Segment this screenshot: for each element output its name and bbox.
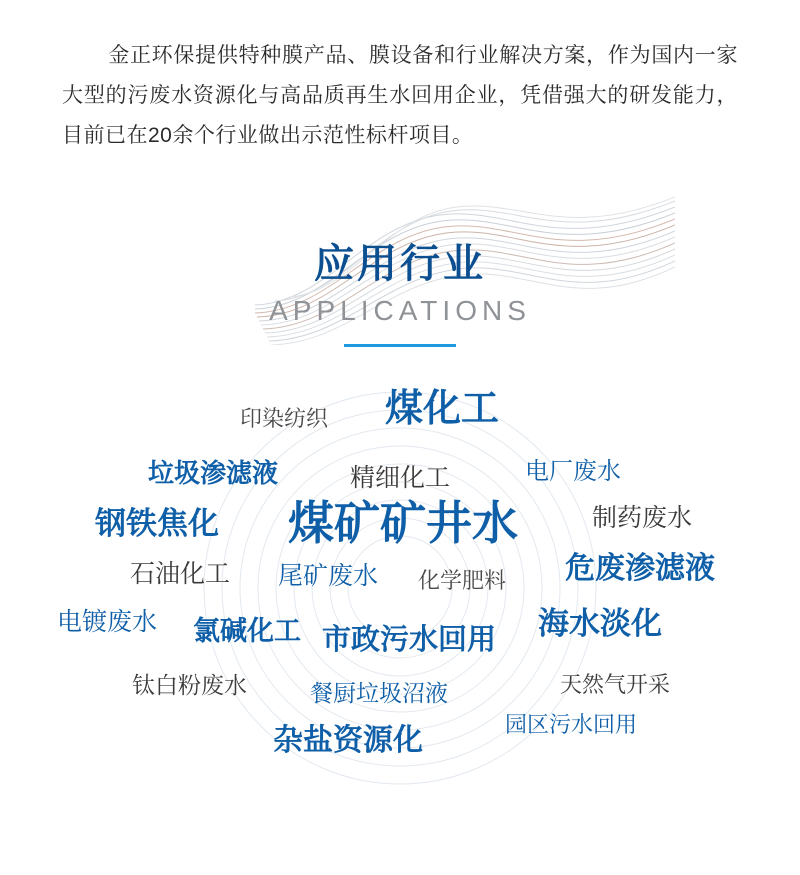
word-cloud-tag[interactable]: 餐厨垃圾沼液 [310,680,448,706]
applications-word-cloud [0,378,800,798]
word-cloud-tag[interactable]: 尾矿废水 [278,562,379,590]
section-heading [0,238,800,347]
word-cloud-tag[interactable]: 钛白粉废水 [132,672,247,698]
word-cloud-tag[interactable]: 天然气开采 [560,672,671,697]
word-cloud-tag[interactable]: 化学肥料 [418,568,507,593]
word-cloud-tag[interactable]: 精细化工 [350,464,451,492]
word-cloud-tag[interactable]: 制药废水 [592,504,693,532]
word-cloud-tag[interactable]: 煤化工 [385,388,500,430]
word-cloud-tag[interactable]: 煤矿矿井水 [288,497,518,549]
word-cloud-tag[interactable]: 杂盐资源化 [273,724,423,757]
word-cloud-tag[interactable]: 园区污水回用 [505,712,638,737]
section-title-cn: 应用行业 [314,242,486,286]
word-cloud-tag[interactable]: 电镀废水 [57,608,158,636]
heading-underline [344,344,456,347]
intro-paragraph [62,36,738,156]
word-cloud-tag[interactable]: 氯碱化工 [193,616,301,646]
word-cloud-tag[interactable]: 垃圾渗滤液 [148,458,279,488]
word-cloud-tag[interactable]: 危废渗滤液 [565,552,715,585]
word-cloud-tag[interactable]: 印染纺织 [240,406,329,431]
word-cloud-tag[interactable]: 钢铁焦化 [95,506,219,541]
section-title-en: APPLICATIONS [269,295,531,326]
word-cloud-tag[interactable]: 电厂废水 [525,458,621,485]
word-cloud-tag[interactable]: 市政污水回用 [322,624,497,656]
word-cloud-tag[interactable]: 海水淡化 [538,606,662,641]
word-cloud-tag[interactable]: 石油化工 [130,560,231,588]
intro-text: 金正环保提供特种膜产品、膜设备和行业解决方案，作为国内一家大型的污废水资源化与高品质再生水回用企业，凭借强大的研发能力，目前已在20余个行业做出示范性标杆项目。 [62,44,738,147]
